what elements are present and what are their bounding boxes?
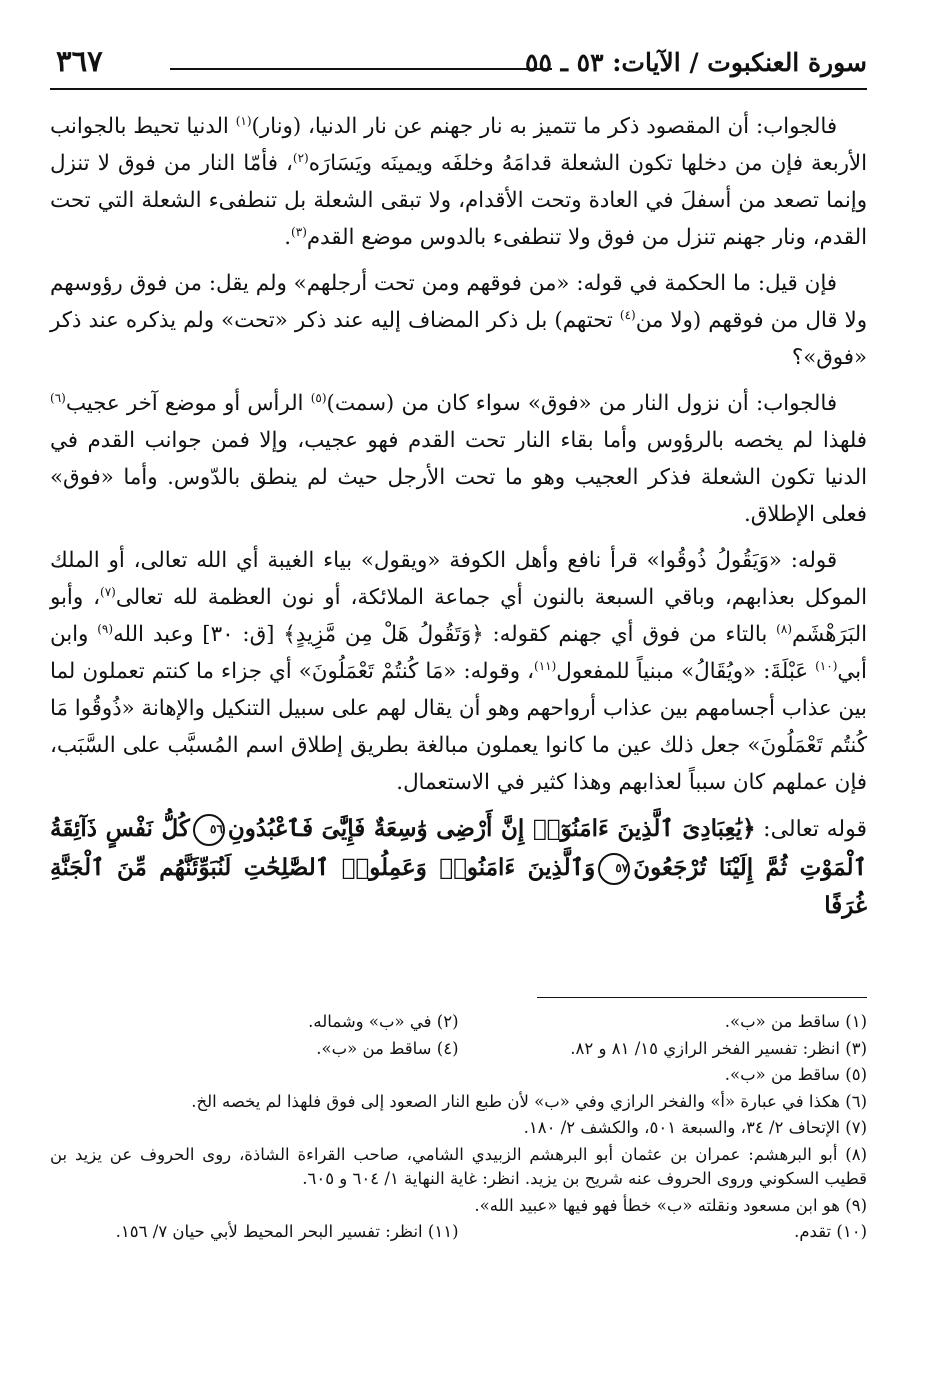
- footnote-separator: [537, 997, 867, 998]
- text-run: عَبْلَةَ: «ويُقَالُ» مبنياً للمفعول: [556, 659, 816, 684]
- footnote-1: (١) ساقط من «ب».: [724, 1012, 867, 1031]
- verse-text: ﴿يَٰعِبَادِىَ ٱلَّذِينَ ءَامَنُوٓا۟ إِنَّ أَرْضِى وَٰسِعَةٌ فَإِيَّٰىَ فَٱعْبُدُونِ: [227, 815, 756, 842]
- paragraph-answer-1: [50, 108, 867, 256]
- text-run: الرأس أو موضع آخر عجيب: [65, 391, 311, 416]
- footnote-ref[interactable]: (٢): [292, 150, 309, 165]
- footnote-ref[interactable]: (٩): [97, 621, 114, 636]
- text-run: فالجواب: أن المقصود ذكر ما تتميز به نار جهنم عن نار الدنيا، (ونار): [251, 114, 837, 139]
- running-title: سورة العنكبوت / الآيات: ٥٣ ـ ٥٥: [525, 48, 867, 77]
- text-run: قوله: «وَيَقُولُ ذُوقُوا» قرأ نافع وأهل الكوفة «ويقول» بياء الغيبة أي الله تعالى، أو الملك الموكل بعذابهم، وباقي السبعة بالنون أي جماعة الملائكة، أو نون العظمة لله تعالى: [50, 548, 867, 610]
- paragraph-commentary: [50, 542, 867, 801]
- footnote-9: (٩) هو ابن مسعود ونقلته «ب» خطأ فهو فيها «عبيد الله».: [474, 1195, 867, 1215]
- verse-intro: قوله تعالى:: [755, 817, 867, 842]
- text-run: الدنيا تحيط بالجوانب الأربعة فإن من دخلها تكون الشعلة قدامَهُ وخلفَه ويمينَه ويَسَارَه: [50, 114, 867, 176]
- main-text: [50, 108, 867, 925]
- footnote-ref[interactable]: (٨): [776, 621, 792, 636]
- footnote-2: (٢) في «ب» وشماله.: [308, 1012, 459, 1031]
- footnote-row: [50, 1220, 867, 1245]
- footnote-10: (١٠) تقدم.: [794, 1222, 867, 1241]
- text-run: بالتاء من فوق أي جهنم كقوله: ﴿وَتَقُولُ هَلْ مِن مَّزِيدٍ﴾ [ق: ٣٠] وعبد الله: [113, 622, 777, 647]
- quran-verse-block: [50, 810, 867, 925]
- ayah-number-marker: ٥٦: [193, 814, 225, 846]
- footnote-7: (٧) الإتحاف ٢/ ٣٤، والسبعة ٥٠١، والكشف ٢/ ١٨٠.: [523, 1118, 867, 1137]
- footnote-ref[interactable]: (٦): [50, 390, 66, 405]
- text-run: فلهذا لم يخصه بالرؤوس وأما بقاء النار تحت القدم فهو عجيب، وإلا فمن جوانب القدم في الدنيا تكون الشعلة فذكر العجيب وهو ما تحت الأرجل حيث لم ينطق بالدّوس. وأما «فوق» فعلى الإطلاق.: [50, 428, 867, 527]
- text-run: ، فأمّا النار من فوق لا تنزل وإنما تصعد من أسفلَ في العادة وتحت الأقدام، ولا تبقى الشعلة بل تنطفىء الشعلة التي تحت القدم، ونار جهنم تنزل من فوق ولا تنطفىء بالدوس موضع القدم: [50, 151, 867, 250]
- footnote-ref[interactable]: (٣): [291, 224, 307, 239]
- footnote-row: [50, 1010, 867, 1035]
- footnotes: [50, 1010, 867, 1247]
- footnote-8: (٨) أبو البرهشم: عمران بن عثمان أبو البرهشم الزبيدي الشامي، صاحب القراءة الشاذة، روى الحروف عن يزيد بن قطيب السكوني وروى الحروف عنه شريح بن يزيد. انظر: غاية النهاية ١/ ٦٠٤ و ٦٠٥.: [50, 1144, 867, 1188]
- paragraph-question: [50, 265, 867, 376]
- footnote-5: (٥) ساقط من «ب».: [724, 1065, 867, 1084]
- text-run: تحتهم) بل ذكر المضاف إليه عند ذكر «تحت» ولم يذكره عند ذكر «فوق»؟: [50, 308, 867, 370]
- text-run: وابن أبي: [50, 622, 867, 684]
- paragraph-answer-2: [50, 385, 867, 533]
- verse-text: كُلُّ نَفْسٍ ذَآئِقَةُ ٱلْمَوْتِ ثُمَّ إِلَيْنَا تُرْجَعُونَ: [50, 815, 867, 881]
- verse-text: وَٱلَّذِينَ ءَامَنُوا۟ وَعَمِلُوا۟ ٱلصَّٰلِحَٰتِ لَنُبَوِّئَنَّهُم مِّنَ ٱلْجَنَّةِ غُرَفًا: [50, 854, 867, 919]
- footnote-11: (١١) انظر: تفسير البحر المحيط لأبي حيان ٧/ ١٥٦.: [115, 1222, 459, 1241]
- text-run: ، وقوله: «مَا كُنتُمْ تَعْمَلُونَ» أي جزاء ما كنتم تعملون لما بين عذاب أجسامهم بين عذاب أرواحهم وهو أن يقال لهم على سبيل التنكيل والإهانة «ذُوقُوا مَا كُنتُم تَعْمَلُونَ» جعل ذلك عين ما كانوا يعملون مبالغة بطريق إطلاق اسم المُسبَّب على السَّبَب، فإن عملهم كان سبباً لعذابهم وهذا كثير في الاستعمال.: [50, 659, 867, 795]
- footnote-ref[interactable]: (٥): [310, 390, 327, 405]
- footnote-ref[interactable]: (٧): [100, 584, 116, 599]
- footnote-4: (٤) ساقط من «ب».: [316, 1038, 459, 1058]
- text-run: ، وأبو البَرَهْشَم: [50, 585, 867, 647]
- footnote-ref[interactable]: (١): [235, 113, 252, 128]
- text-run: .: [284, 225, 292, 250]
- footnote-3: (٣) انظر: تفسير الفخر الرازي ١٥/ ٨١ و ٨٢.: [570, 1038, 867, 1058]
- page-number: ٣٦٧: [56, 44, 103, 78]
- page-header: [50, 40, 867, 90]
- footnote-ref[interactable]: (١٠): [815, 658, 838, 673]
- ayah-number-marker: ٥٧: [598, 853, 630, 885]
- footnote-row: [50, 1037, 867, 1062]
- header-rule: [170, 68, 552, 70]
- text-run: فإن قيل: ما الحكمة في قوله: «من فوقهم ومن تحت أرجلهم» ولم يقل: من فوق رؤوسهم ولا قال من فوقهم (ولا من: [50, 271, 867, 333]
- text-run: فالجواب: أن نزول النار من «فوق» سواء كان من (سمت): [326, 391, 838, 416]
- footnote-ref[interactable]: (١١): [534, 658, 557, 673]
- footnote-ref[interactable]: (٤): [619, 307, 636, 322]
- footnote-6: (٦) هكذا في عبارة «أ» والفخر الرازي وفي «ب» لأن طبع النار الصعود إلى فوق فلهذا لم يخصه الخ.: [191, 1091, 867, 1111]
